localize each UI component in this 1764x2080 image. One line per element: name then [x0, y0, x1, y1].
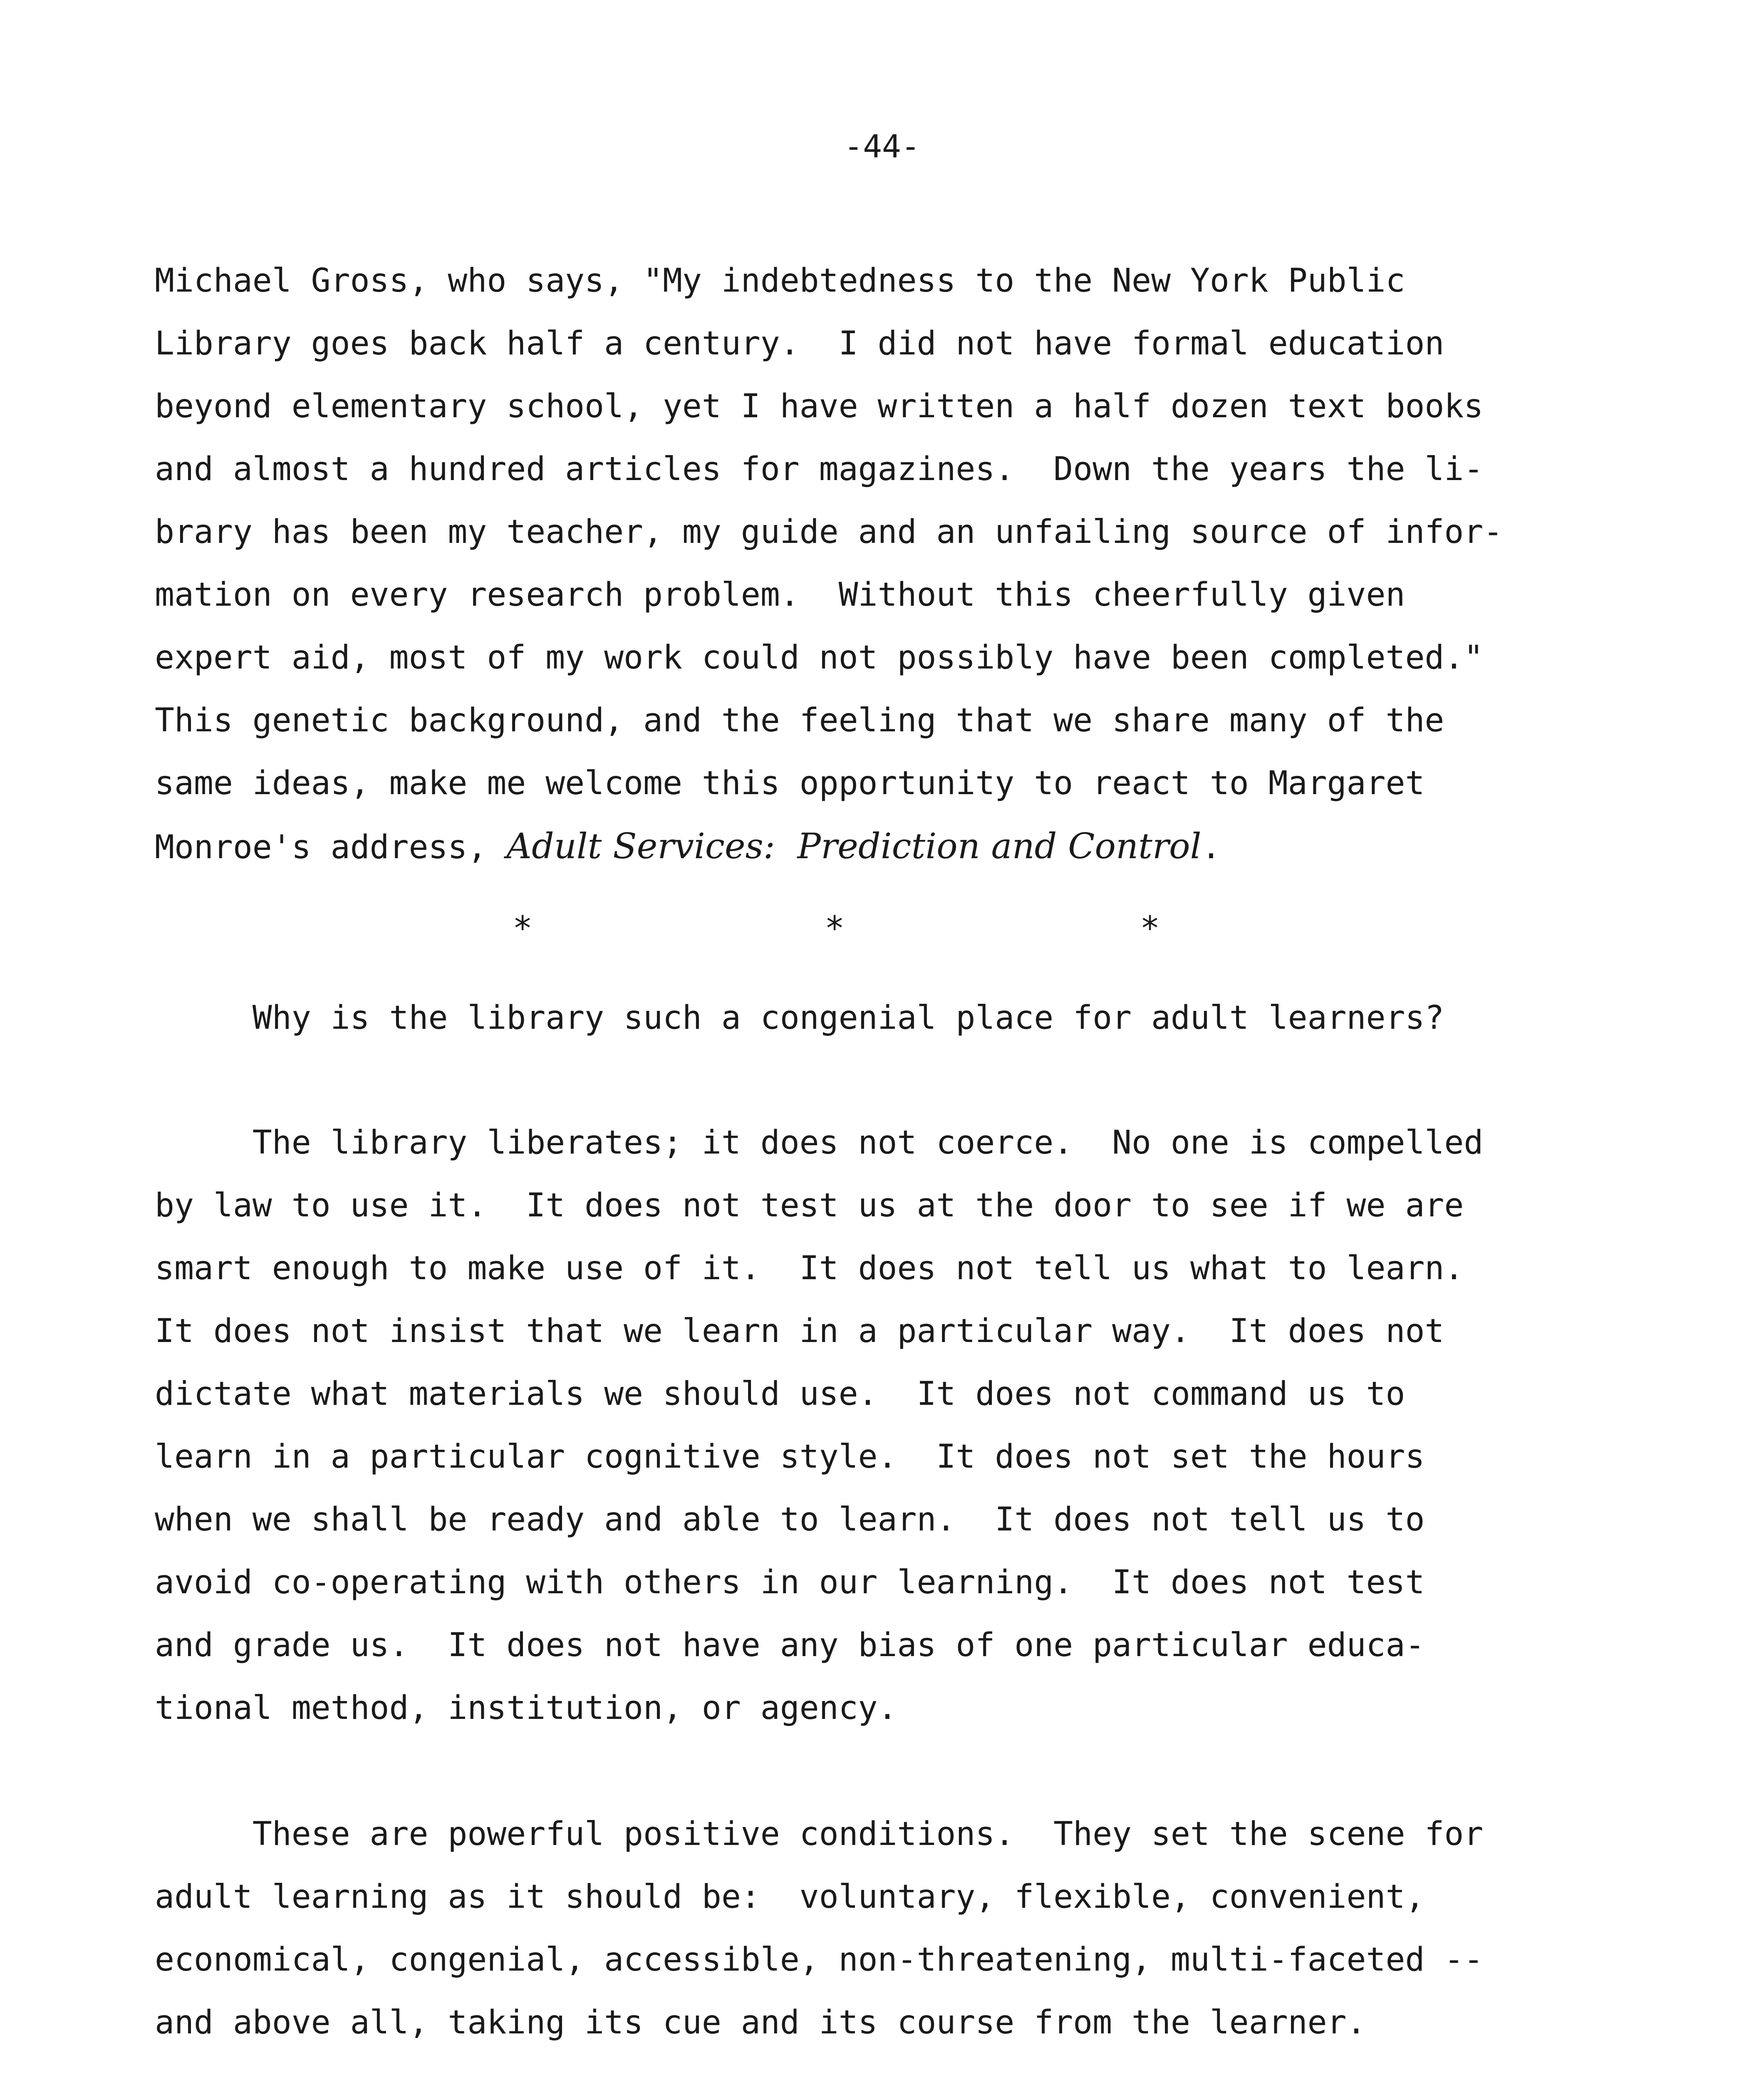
text-line: expert aid, most of my work could not possibly have been completed." — [155, 639, 1484, 676]
text-line: The library liberates; it does not coerce. No one is compelled — [155, 1124, 1484, 1161]
text-line: and almost a hundred articles for magazines. Down the years the li- — [155, 451, 1484, 488]
text-line: when we shall be ready and able to learn. It does not tell us to — [155, 1501, 1425, 1538]
text-line: dictate what materials we should use. It does not command us to — [155, 1375, 1405, 1413]
paragraph-positive-conditions — [155, 1803, 1636, 2054]
paragraph-question — [155, 987, 1636, 1050]
text-line: beyond elementary school, yet I have written a half dozen text books — [155, 388, 1484, 425]
text-run: Monroe's address, — [155, 829, 507, 866]
text-line: mation on every research problem. Without this cheerfully given — [155, 576, 1405, 614]
asterisk: * — [513, 909, 533, 948]
text-line: Michael Gross, who says, "My indebtedness to the New York Public — [155, 262, 1405, 300]
paragraph-library-liberates — [155, 1112, 1636, 1740]
text-run: . — [1201, 829, 1221, 866]
text-line: learn in a particular cognitive style. It does not set the hours — [155, 1438, 1425, 1476]
page-number: -44- — [844, 128, 920, 165]
address-title: Adult Services: Prediction and Control — [506, 826, 1202, 867]
text-line: These are powerful positive conditions. They set the scene for — [155, 1815, 1484, 1853]
text-line: adult learning as it should be: voluntary, flexible, convenient, — [155, 1878, 1425, 1916]
asterisk: * — [825, 909, 845, 948]
text-line-with-title — [155, 815, 1636, 878]
text-line: by law to use it. It does not test us at the door to see if we are — [155, 1187, 1464, 1224]
text-line: economical, congenial, accessible, non-threatening, multi-faceted -- — [155, 1941, 1484, 1978]
text-line: same ideas, make me welcome this opportunity to react to Margaret — [155, 765, 1425, 802]
text-line: This genetic background, and the feeling that we share many of the — [155, 702, 1444, 739]
section-separator — [0, 904, 1764, 953]
text-line: Why is the library such a congenial place for adult learners? — [155, 999, 1444, 1037]
asterisk: * — [1140, 909, 1160, 948]
text-line: tional method, institution, or agency. — [155, 1689, 897, 1727]
text-line: avoid co-operating with others in our learning. It does not test — [155, 1564, 1425, 1601]
paragraph-quote-michael-gross — [155, 250, 1636, 878]
text-line: and above all, taking its cue and its course from the learner. — [155, 2004, 1366, 2041]
text-line: brary has been my teacher, my guide and an unfailing source of infor- — [155, 513, 1503, 551]
text-line: smart enough to make use of it. It does not tell us what to learn. — [155, 1250, 1464, 1287]
text-line: It does not insist that we learn in a particular way. It does not — [155, 1312, 1444, 1350]
text-line: and grade us. It does not have any bias of one particular educa- — [155, 1627, 1425, 1664]
text-line: Library goes back half a century. I did not have formal education — [155, 325, 1444, 362]
